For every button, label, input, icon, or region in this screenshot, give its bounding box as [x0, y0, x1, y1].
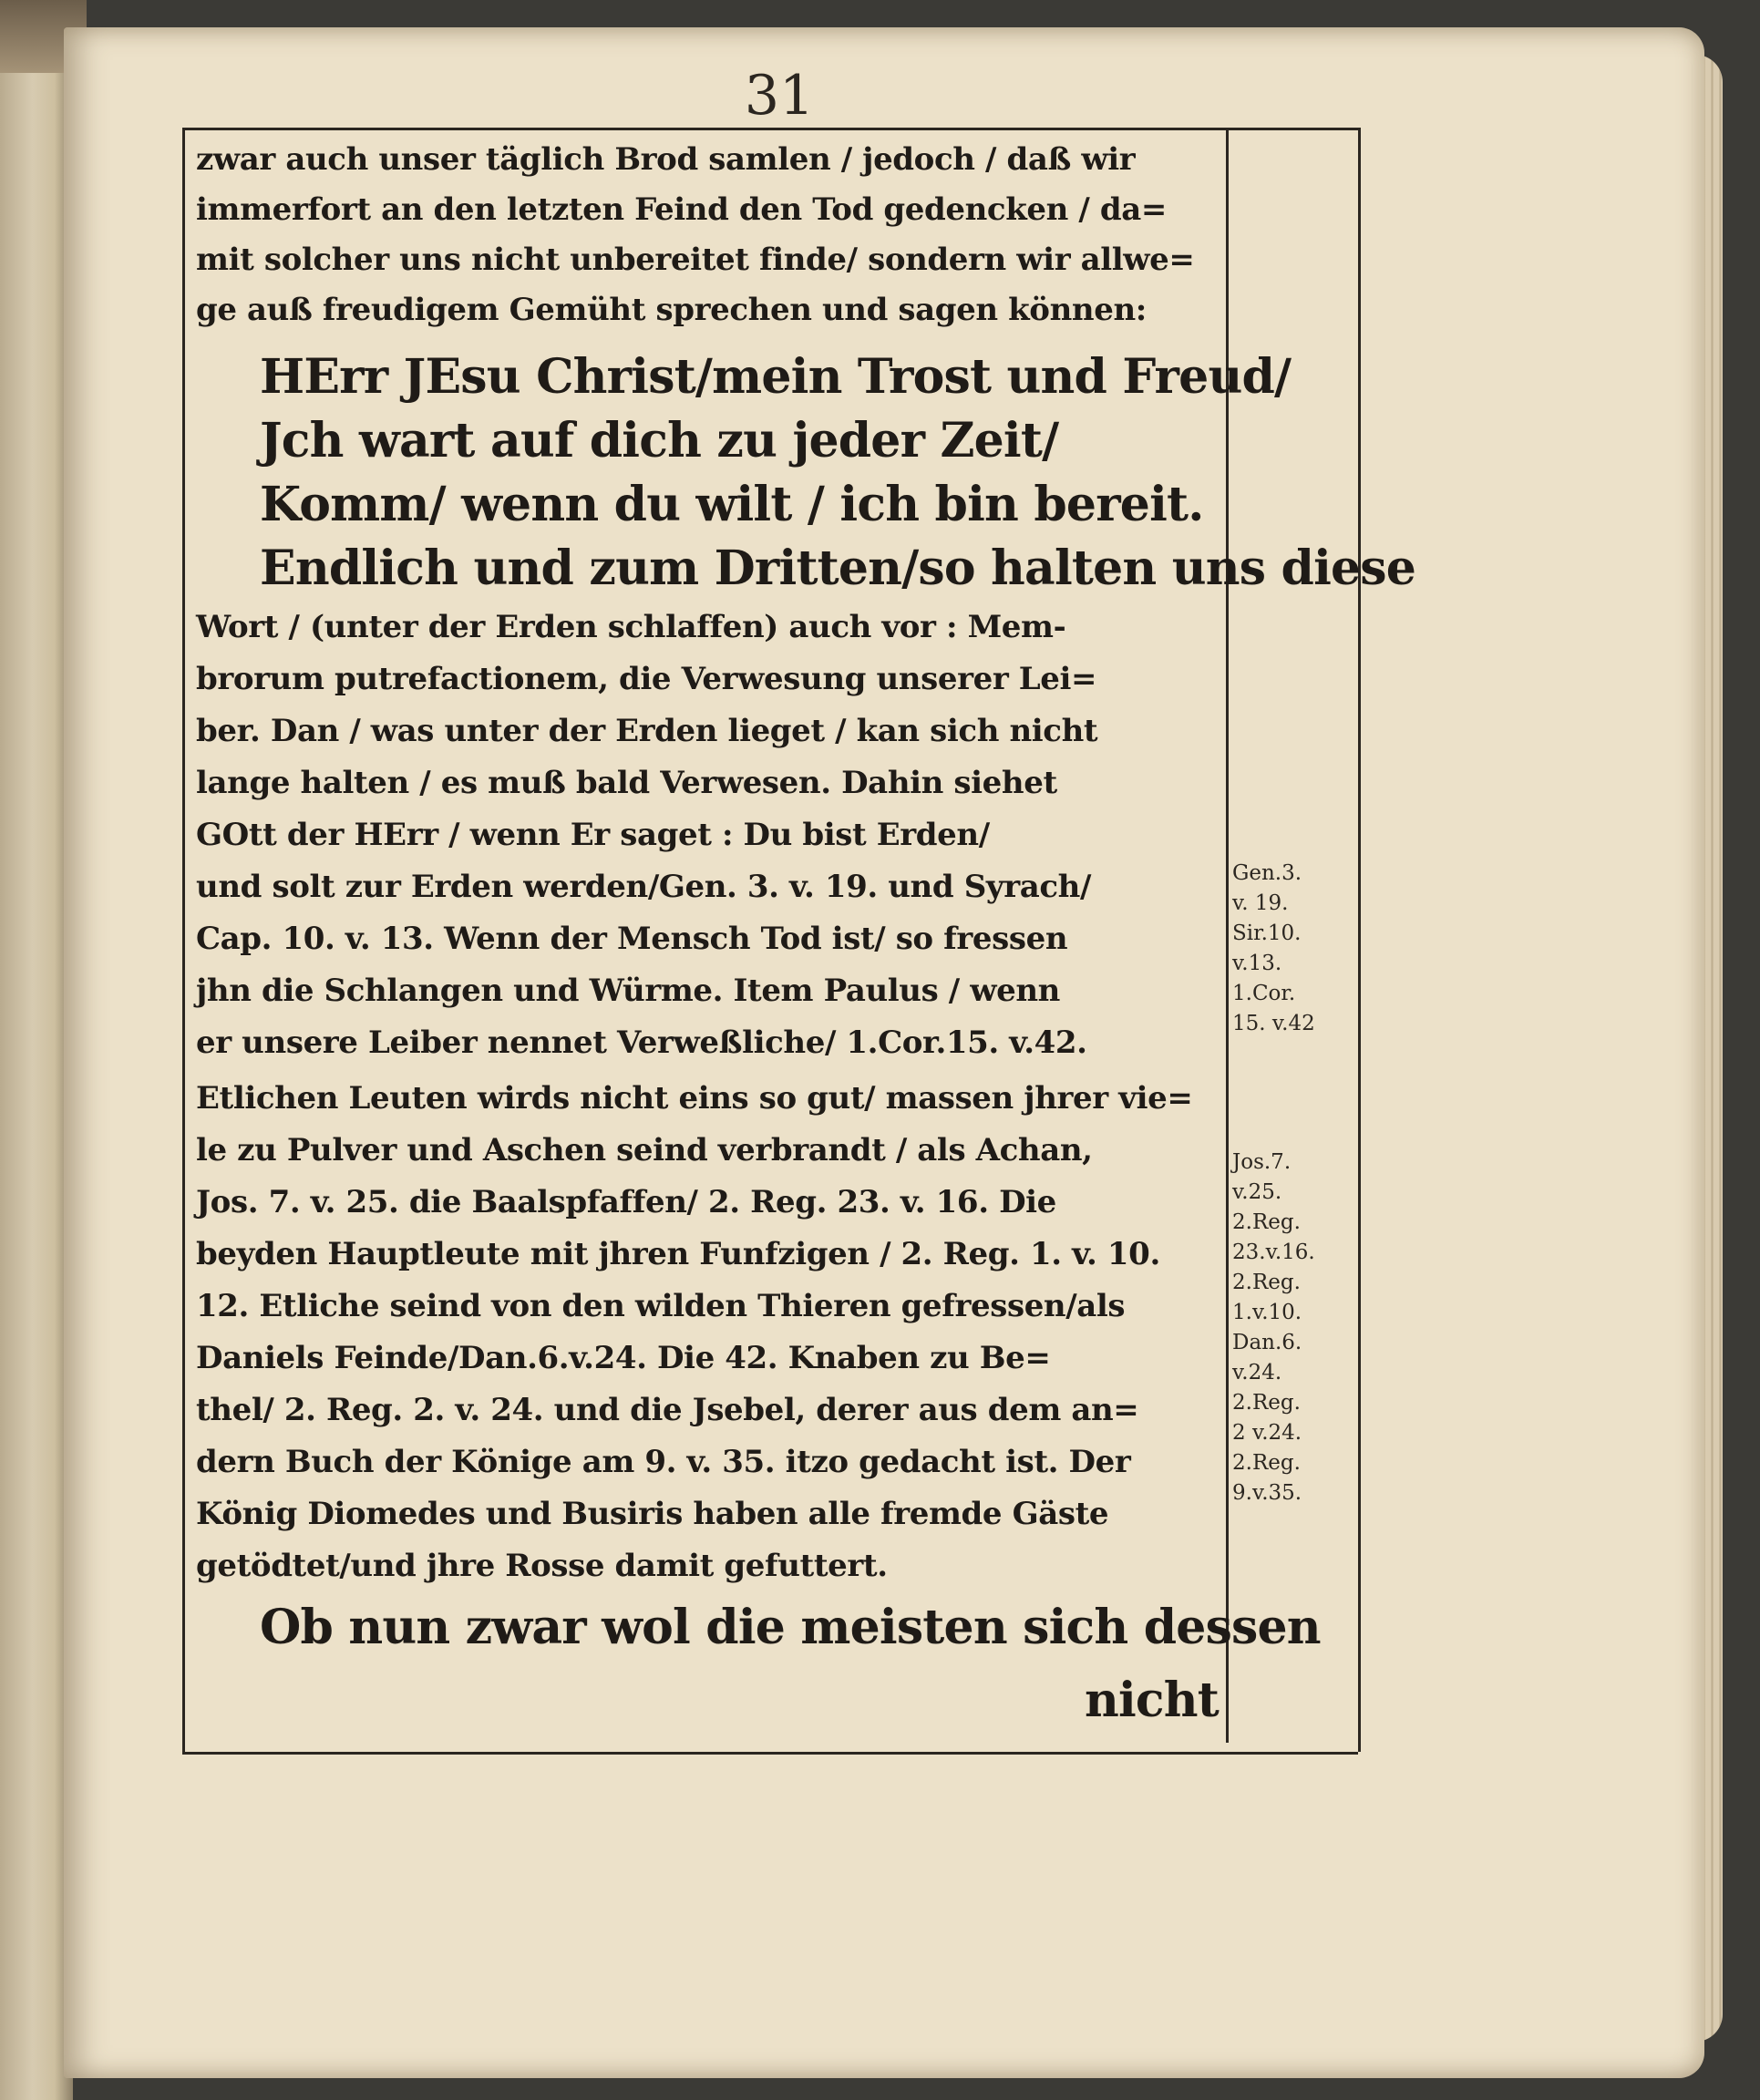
- verse-line: HErr JEsu Christ/mein Trost und Freud/: [260, 349, 1292, 405]
- text-line: ge auß freudigem Gemüht sprechen und sagen können:: [196, 292, 1147, 328]
- text-line: zwar auch unser täglich Brod samlen / jedoch / daß wir: [196, 141, 1136, 178]
- text-line: Daniels Feinde/Dan.6.v.24. Die 42. Knaben zu Be=: [196, 1340, 1051, 1376]
- verse-line: Komm/ wenn du wilt / ich bin bereit.: [260, 477, 1204, 532]
- text-line: Wort / (unter der Erden schlaffen) auch vor : Mem-: [196, 609, 1066, 645]
- margin-note: 1.Cor.: [1232, 982, 1296, 1005]
- text-line: 12. Etliche seind von den wilden Thieren gefressen/als: [196, 1288, 1126, 1324]
- text-line: lange halten / es muß bald Verwesen. Dahin siehet: [196, 765, 1057, 801]
- margin-note: 23.v.16.: [1232, 1240, 1315, 1264]
- text-line: jhn die Schlangen und Würme. Item Paulus / wenn: [196, 973, 1060, 1009]
- margin-note: v. 19.: [1232, 891, 1289, 915]
- text-line: beyden Hauptleute mit jhren Funfzigen / 2. Reg. 1. v. 10.: [196, 1236, 1160, 1272]
- margin-note: 15. v.42: [1232, 1012, 1315, 1035]
- text-line: Jos. 7. v. 25. die Baalspfaffen/ 2. Reg. 23. v. 16. Die: [196, 1184, 1056, 1220]
- text-line: dern Buch der Könige am 9. v. 35. itzo gedacht ist. Der: [196, 1444, 1131, 1480]
- frame-top-rule: [182, 128, 1358, 130]
- frame-right-rule: [1358, 128, 1361, 1752]
- margin-note: v.24.: [1232, 1361, 1282, 1385]
- previous-page-edge: [0, 0, 73, 2100]
- paragraph-opening-line: Ob nun zwar wol die meisten sich dessen: [260, 1600, 1321, 1655]
- margin-note: 1.v.10.: [1232, 1301, 1302, 1324]
- margin-note: Gen.3.: [1232, 861, 1302, 885]
- text-line: immerfort an den letzten Feind den Tod gedencken / da=: [196, 191, 1167, 228]
- text-line: Cap. 10. v. 13. Wenn der Mensch Tod ist/ so fressen: [196, 921, 1068, 957]
- margin-note: 2.Reg.: [1232, 1210, 1301, 1234]
- text-line: und solt zur Erden werden/Gen. 3. v. 19. und Syrach/: [196, 869, 1091, 905]
- margin-note: 2.Reg.: [1232, 1391, 1301, 1415]
- text-line: getödtet/und jhre Rosse damit gefuttert.: [196, 1548, 888, 1584]
- verse-line: Jch wart auf dich zu jeder Zeit/: [260, 413, 1059, 468]
- text-line: Etlichen Leuten wirds nicht eins so gut/ massen jhrer vie=: [196, 1080, 1193, 1117]
- margin-note: Dan.6.: [1232, 1331, 1302, 1354]
- text-line: thel/ 2. Reg. 2. v. 24. und die Jsebel, derer aus dem an=: [196, 1392, 1139, 1428]
- text-line: König Diomedes und Busiris haben alle fremde Gäste: [196, 1496, 1109, 1532]
- margin-note: 9.v.35.: [1232, 1481, 1302, 1505]
- margin-note: v.13.: [1232, 952, 1282, 975]
- frame-bottom-rule: [182, 1752, 1358, 1755]
- catchword: nicht: [1084, 1673, 1219, 1728]
- text-line: GOtt der HErr / wenn Er saget : Du bist Erden/: [196, 817, 990, 853]
- margin-note: 2.Reg.: [1232, 1271, 1301, 1294]
- text-line: le zu Pulver und Aschen seind verbrandt / als Achan,: [196, 1132, 1093, 1168]
- margin-note: 2 v.24.: [1232, 1421, 1302, 1445]
- text-line: ber. Dan / was unter der Erden lieget / kan sich nicht: [196, 713, 1098, 749]
- margin-note: Sir.10.: [1232, 921, 1302, 945]
- text-line: er unsere Leiber nennet Verweßliche/ 1.Cor.15. v.42.: [196, 1024, 1087, 1061]
- frame-left-rule: [182, 128, 185, 1752]
- text-line: mit solcher uns nicht unbereitet finde/ sondern wir allwe=: [196, 242, 1195, 278]
- page-number: 31: [744, 64, 815, 128]
- paragraph-opening-line: Endlich und zum Dritten/so halten uns diese: [260, 540, 1416, 596]
- margin-note: 2.Reg.: [1232, 1451, 1301, 1475]
- margin-note: v.25.: [1232, 1180, 1282, 1204]
- text-line: brorum putrefactionem, die Verwesung unserer Lei=: [196, 661, 1097, 697]
- margin-note: Jos.7.: [1232, 1150, 1292, 1174]
